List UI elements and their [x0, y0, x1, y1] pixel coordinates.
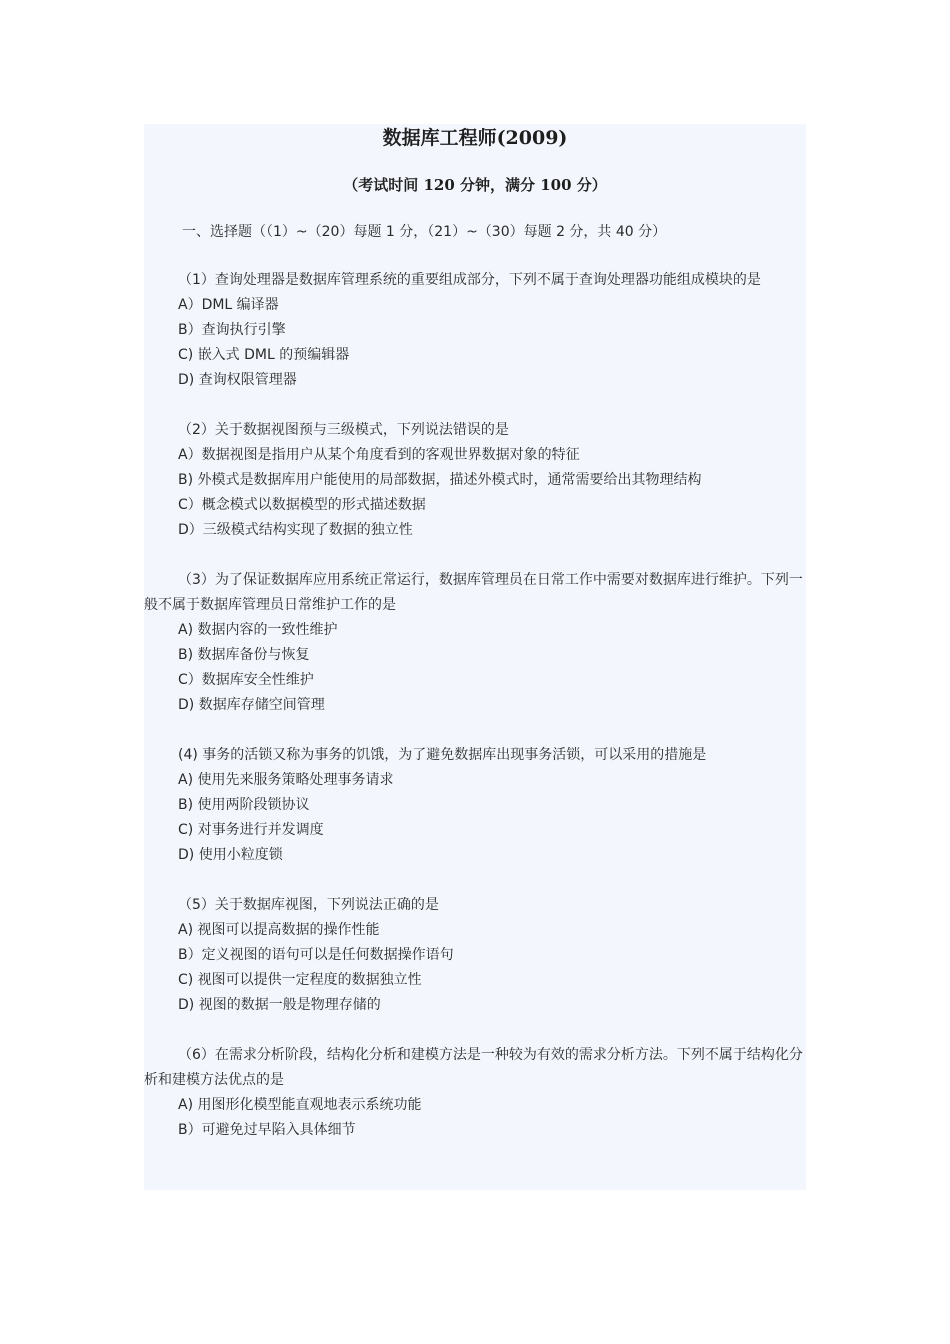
option-d: D) 查询权限管理器 [178, 372, 297, 388]
option-a: A) 视图可以提高数据的操作性能 [178, 922, 380, 938]
question-stem: (4) 事务的活锁又称为事务的饥饿，为了避免数据库出现事务活锁，可以采用的措施是 [178, 747, 707, 763]
option-c: C) 视图可以提供一定程度的数据独立性 [178, 972, 422, 988]
question-6 [144, 1043, 806, 1143]
option-b: B）可避免过早陷入具体细节 [178, 1122, 356, 1138]
option-a: A）DML 编译器 [178, 297, 279, 313]
question-5 [144, 893, 806, 1018]
option-b: B）查询执行引擎 [178, 322, 286, 338]
option-b: B) 外模式是数据库用户能使用的局部数据，描述外模式时，通常需要给出其物理结构 [178, 472, 702, 488]
option-b: B）定义视图的语句可以是任何数据操作语句 [178, 947, 454, 963]
question-4 [144, 743, 806, 868]
option-c: C) 对事务进行并发调度 [178, 822, 324, 838]
question-stem: （6）在需求分析阶段，结构化分析和建模方法是一种较为有效的需求分析方法。下列不属于结构化分析和建模方法优点的是 [144, 1047, 803, 1088]
question-list [144, 268, 806, 1143]
question-stem: （1）查询处理器是数据库管理系统的重要组成部分，下列不属于查询处理器功能组成模块的是 [178, 272, 761, 288]
question-2 [144, 418, 806, 543]
question-stem: （5）关于数据库视图，下列说法正确的是 [178, 897, 439, 913]
question-stem: （2）关于数据视图预与三级模式，下列说法错误的是 [178, 422, 509, 438]
option-c: C）概念模式以数据模型的形式描述数据 [178, 497, 426, 513]
option-d: D）三级模式结构实现了数据的独立性 [178, 522, 413, 538]
document-subtitle: （考试时间 120 分钟，满分 100 分） [343, 176, 607, 194]
option-a: A) 用图形化模型能直观地表示系统功能 [178, 1097, 422, 1113]
option-d: D) 视图的数据一般是物理存储的 [178, 997, 381, 1013]
question-stem: （3）为了保证数据库应用系统正常运行，数据库管理员在日常工作中需要对数据库进行维护。下列一般不属于数据库管理员日常维护工作的是 [144, 572, 803, 613]
option-b: B) 使用两阶段锁协议 [178, 797, 310, 813]
option-a: A) 数据内容的一致性维护 [178, 622, 338, 638]
question-1 [144, 268, 806, 393]
option-c: C）数据库安全性维护 [178, 672, 314, 688]
document-page [144, 124, 806, 1190]
option-a: A）数据视图是指用户从某个角度看到的客观世界数据对象的特征 [178, 447, 580, 463]
section-heading: 一、选择题（（1）~（20）每题 1 分，（21）~（30）每题 2 分，共 40 分） [182, 224, 667, 240]
question-3 [144, 568, 806, 718]
document-title: 数据库工程师(2009) [382, 127, 568, 149]
option-d: D) 使用小粒度锁 [178, 847, 283, 863]
option-a: A) 使用先来服务策略处理事务请求 [178, 772, 394, 788]
option-b: B) 数据库备份与恢复 [178, 647, 310, 663]
option-c: C) 嵌入式 DML 的预编辑器 [178, 347, 350, 363]
option-d: D) 数据库存储空间管理 [178, 697, 325, 713]
